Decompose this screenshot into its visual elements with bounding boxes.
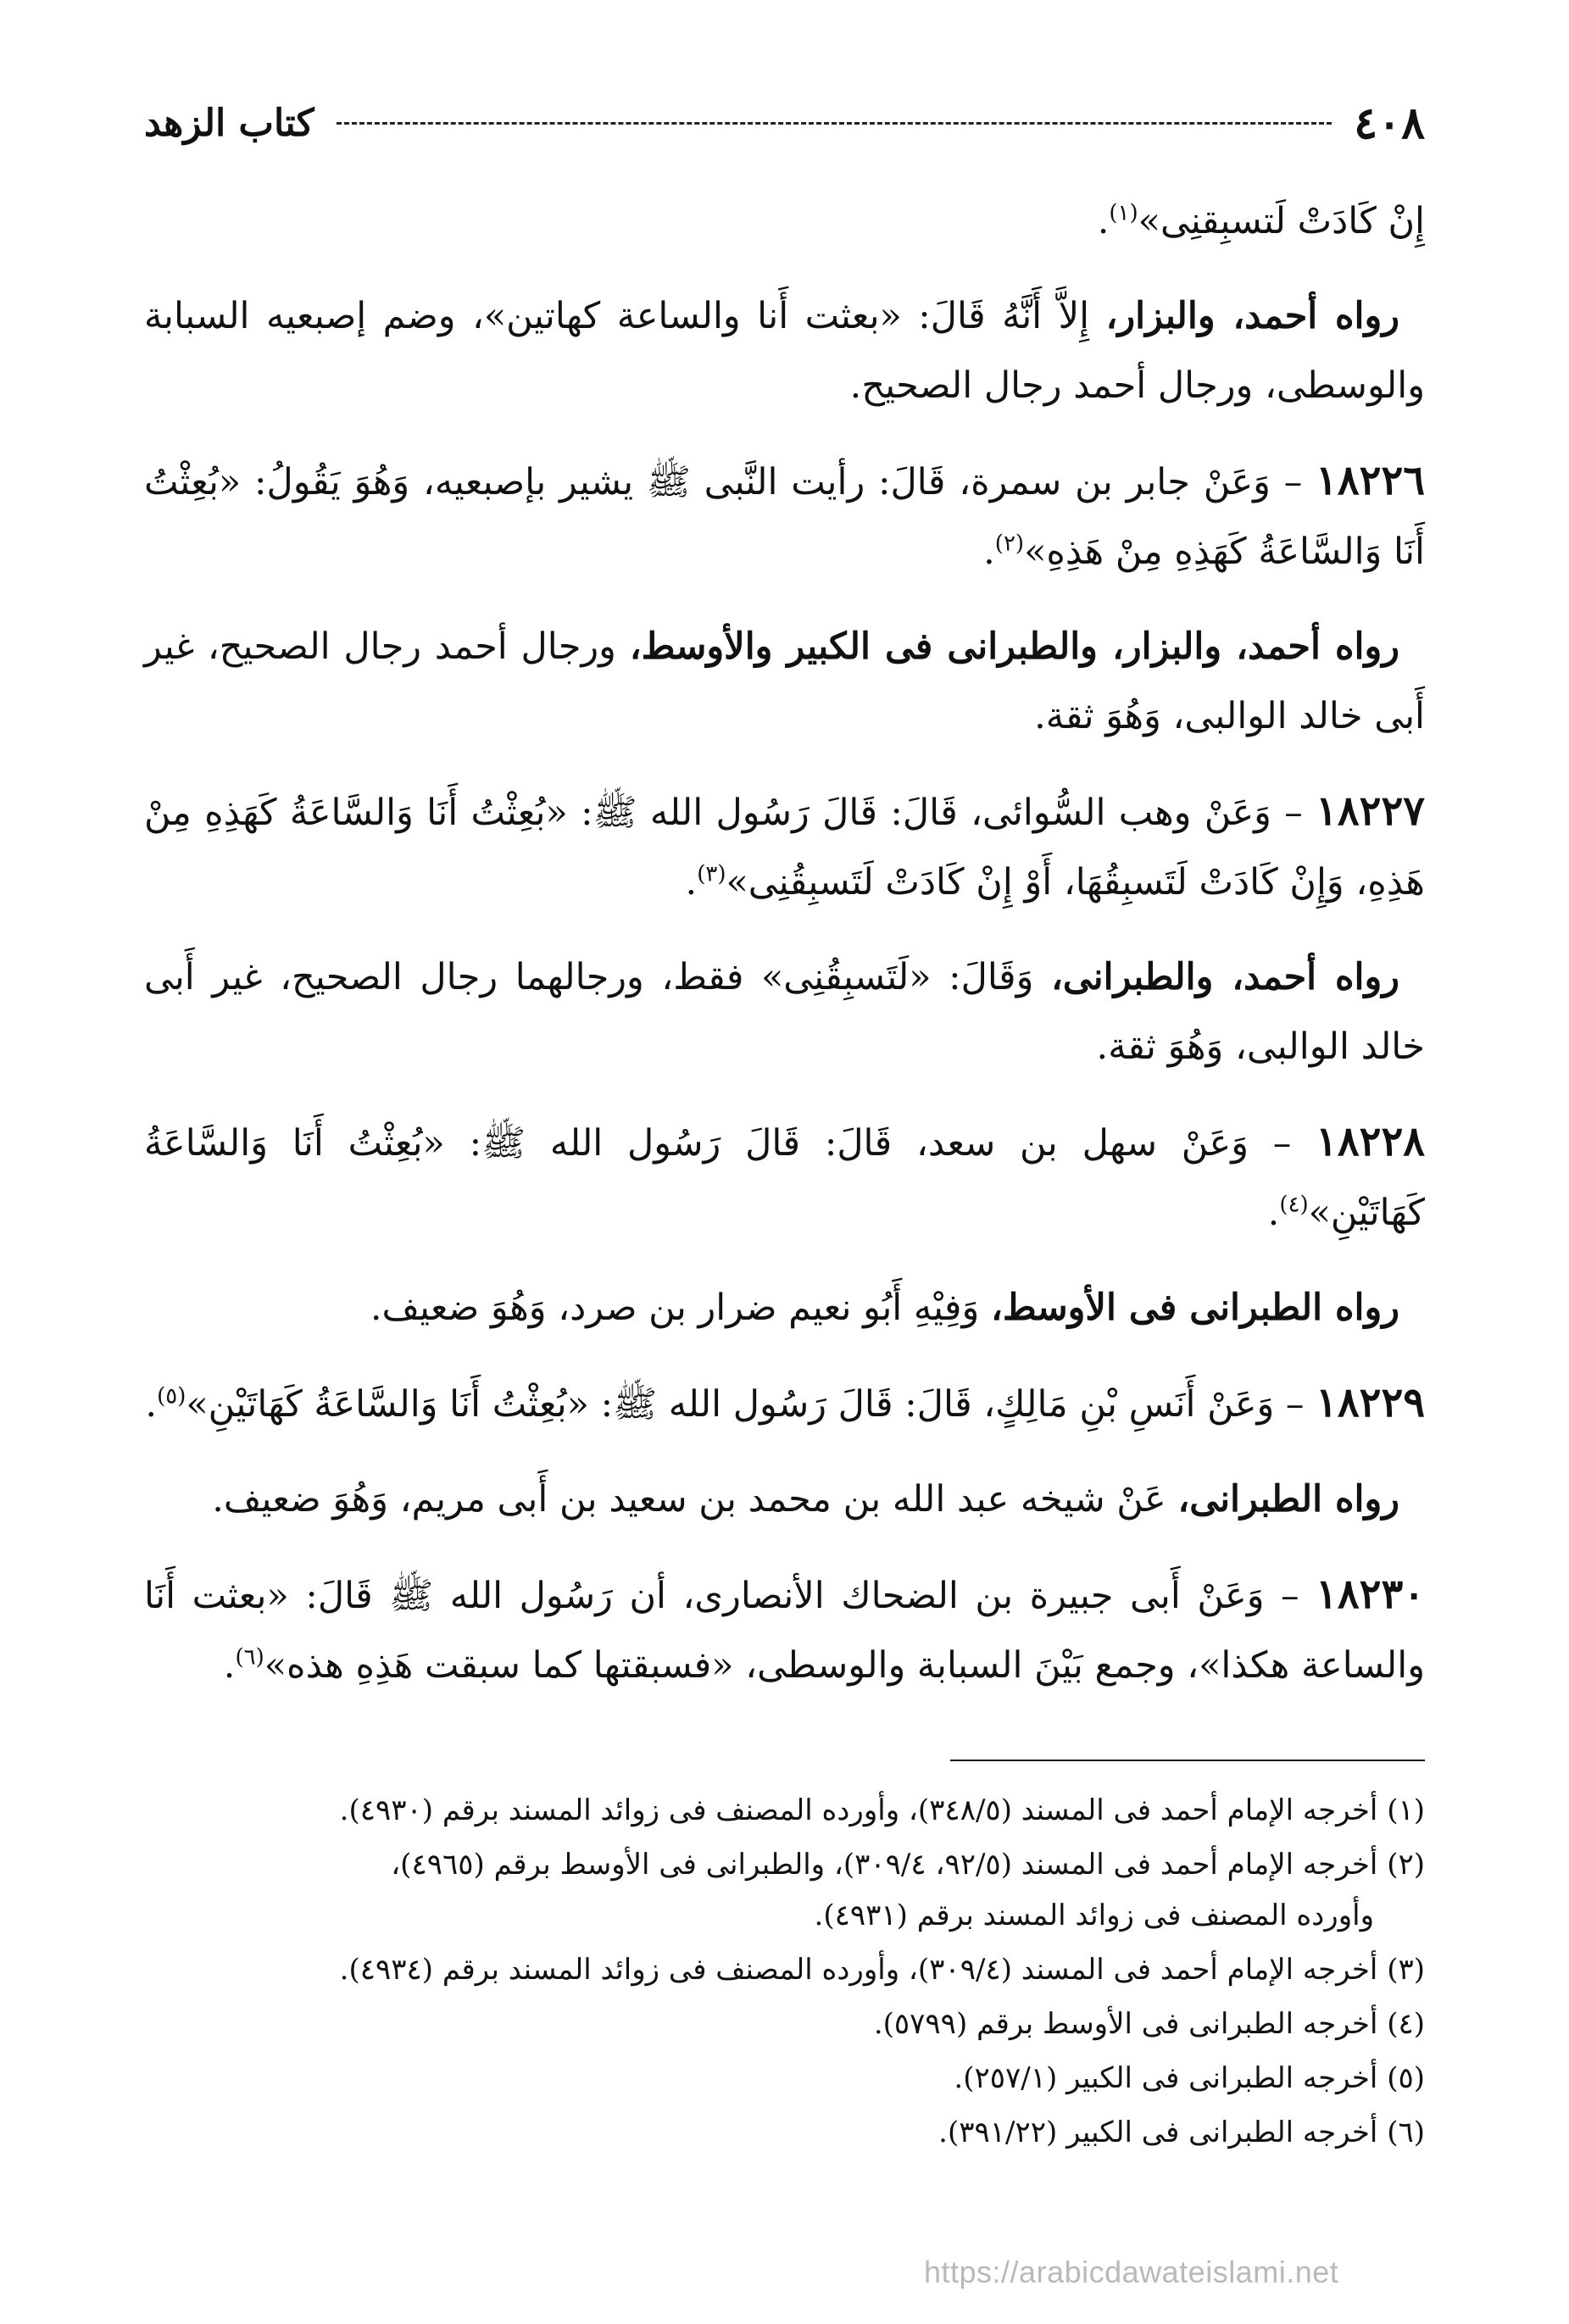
footnote-label: (٤) xyxy=(1387,2007,1425,2041)
paragraph xyxy=(144,186,1425,256)
paragraph xyxy=(144,942,1425,1081)
footnote-text: أخرجه الإمام أحمد فى المسند (٩٢/٥، ٣٠٩/٤)، والطبرانى فى الأوسط برقم (٤٩٦٥)، xyxy=(391,1848,1378,1882)
watermark-url: https://arabicdawateislami.net xyxy=(924,2255,1339,2289)
hadith-text: – وَعَنْ أَبى جبيرة بن الضحاك الأنصارى، أن رَسُول الله ﷺ قَالَ: «بعثت أَنَا والساعة هكذا»، وجمع بَيْنَ السبابة والوسطى، «فسبقتها كما سبقت هَذِهِ هذه» xyxy=(144,1575,1425,1687)
hadith-number: ١٨٢٢٩ xyxy=(1316,1379,1425,1426)
footnote-text: أخرجه الطبرانى فى الكبير (٣٩١/٢٢). xyxy=(938,2116,1378,2149)
footnote-label: (٥) xyxy=(1387,2061,1425,2095)
footnote-marker: (١) xyxy=(1109,200,1138,226)
hadith-number: ١٨٢٢٦ xyxy=(1316,457,1425,504)
paragraph xyxy=(144,1465,1425,1534)
footnote-text: أخرجه الطبرانى فى الكبير (٢٥٧/١). xyxy=(954,2061,1378,2095)
paragraph-end: . xyxy=(1097,200,1110,242)
paragraph-text: عَنْ شيخه عبد الله بن محمد بن سعيد بن أَبى مريم، وَهُوَ ضعيف. xyxy=(212,1478,1178,1521)
footnote-marker: (٣) xyxy=(697,861,726,887)
footnotes xyxy=(144,1785,1425,2158)
footnote xyxy=(144,1839,1425,1941)
source-citation: رواه الطبرانى، xyxy=(1177,1478,1399,1521)
hadith-number: ١٨٢٢٧ xyxy=(1316,787,1425,835)
source-citation: رواه الطبرانى فى الأوسط، xyxy=(990,1287,1399,1329)
paragraph xyxy=(144,612,1425,751)
hadith-entry xyxy=(144,446,1425,587)
footnote-label: (٦) xyxy=(1387,2116,1425,2149)
hadith-text: – وَعَنْ أَنَسِ بْنِ مَالِكٍ، قَالَ: قَالَ رَسُول الله ﷺ: «بُعِثْتُ أَنَا وَالسَّاعَةُ كَهَاتَيْنِ» xyxy=(186,1383,1316,1426)
hadith-number: ١٨٢٢٨ xyxy=(1316,1118,1425,1165)
footnote-separator xyxy=(950,1760,1425,1761)
footnote-label: (٣) xyxy=(1387,1953,1425,1987)
hadith-text: – وَعَنْ وهب السُّوائى، قَالَ: قَالَ رَسُول الله ﷺ: «بُعِثْتُ أَنَا وَالسَّاعَةُ كَهَذِهِ مِنْ هَذِهِ، وَإِنْ كَادَتْ لَتَسبِقُهَا، أَوْ إِنْ كَادَتْ لَتَسبِقُنِى» xyxy=(144,792,1425,903)
paragraph xyxy=(144,1273,1425,1343)
hadith-text: – وَعَنْ جابر بن سمرة، قَالَ: رأيت النَّبى ﷺ يشير بإصبعيه، وَهُوَ يَقُولُ: «بُعِثْتُ أَنَا وَالسَّاعَةُ كَهَذِهِ مِنْ هَذِهِ» xyxy=(144,461,1425,573)
footnote-text: أخرجه الإمام أحمد فى المسند (٣٤٨/٥)، وأورده المصنف فى زوائد المسند برقم (٤٩٣٠). xyxy=(339,1793,1378,1827)
footnote xyxy=(144,1999,1425,2049)
paragraph-text: ورجال أحمد رجال الصحيح، غير أَبى خالد الوالبى، وَهُوَ ثقة. xyxy=(144,625,1425,737)
footnote-continuation: وأورده المصنف فى زوائد المسند برقم (٤٩٣١). xyxy=(814,1899,1374,1932)
footnote xyxy=(144,2107,1425,2158)
footnote-label: (٢) xyxy=(1387,1848,1425,1882)
footnote-marker: (٥) xyxy=(157,1383,186,1409)
header-dashed-rule xyxy=(337,122,1333,125)
hadith-entry xyxy=(144,1560,1425,1700)
paragraph-text: وَقَالَ: «لَتَسبِقُنِى» فقط، ورجالهما رجال الصحيح، غير أَبى خالد الوالبى، وَهُوَ ثقة. xyxy=(144,956,1425,1068)
hadith-entry xyxy=(144,1368,1425,1439)
footnote-label: (١) xyxy=(1387,1793,1425,1827)
book-title: كتاب الزهد xyxy=(144,101,314,145)
paragraph-end: . xyxy=(145,1383,158,1426)
paragraph xyxy=(144,281,1425,420)
paragraph-end: . xyxy=(685,861,698,903)
footnote-marker: (٢) xyxy=(994,531,1025,557)
paragraph-end: . xyxy=(223,1644,236,1687)
paragraph-text: إِلاَّ أَنَّهُ قَالَ: «بعثت أَنا والساعة كهاتين»، وضم إصبعيه السبابة والوسطى، ورجال أحمد رجال الصحيح. xyxy=(144,295,1425,407)
footnote-text: أخرجه الطبرانى فى الأوسط برقم (٥٧٩٩). xyxy=(873,2007,1378,2041)
footnote xyxy=(144,1944,1425,1995)
source-citation: رواه أحمد، والبزار، xyxy=(1105,295,1399,337)
source-citation: رواه أحمد، والبزار، والطبرانى فى الكبير والأوسط، xyxy=(629,625,1399,668)
page-number: ٤٠٨ xyxy=(1354,97,1425,149)
source-citation: رواه أحمد، والطبرانى، xyxy=(1050,956,1399,998)
hadith-number: ١٨٢٣٠ xyxy=(1316,1571,1425,1618)
hadith-entry xyxy=(144,776,1425,917)
footnote-marker: (٤) xyxy=(1279,1192,1309,1218)
footnote xyxy=(144,2053,1425,2104)
footnote-marker: (٦) xyxy=(235,1644,264,1671)
paragraph-end: . xyxy=(983,531,995,573)
paragraph-text: إِنْ كَادَتْ لَتسبِقنِى» xyxy=(1138,200,1425,242)
hadith-text: – وَعَنْ سهل بن سعد، قَالَ: قَالَ رَسُول الله ﷺ: «بُعِثْتُ أَنَا وَالسَّاعَةُ كَهَاتَيْنِ» xyxy=(144,1122,1425,1234)
running-header xyxy=(144,93,1425,153)
main-text xyxy=(144,186,1425,1700)
paragraph-end: . xyxy=(1267,1192,1280,1234)
footnote xyxy=(144,1785,1425,1836)
footnote-text: أخرجه الإمام أحمد فى المسند (٣٠٩/٤)، وأورده المصنف فى زوائد المسند برقم (٤٩٣٤). xyxy=(339,1953,1378,1987)
hadith-entry xyxy=(144,1107,1425,1248)
paragraph-text: وَفِيْهِ أَبُو نعيم ضرار بن صرد، وَهُوَ ضعيف. xyxy=(370,1287,991,1329)
